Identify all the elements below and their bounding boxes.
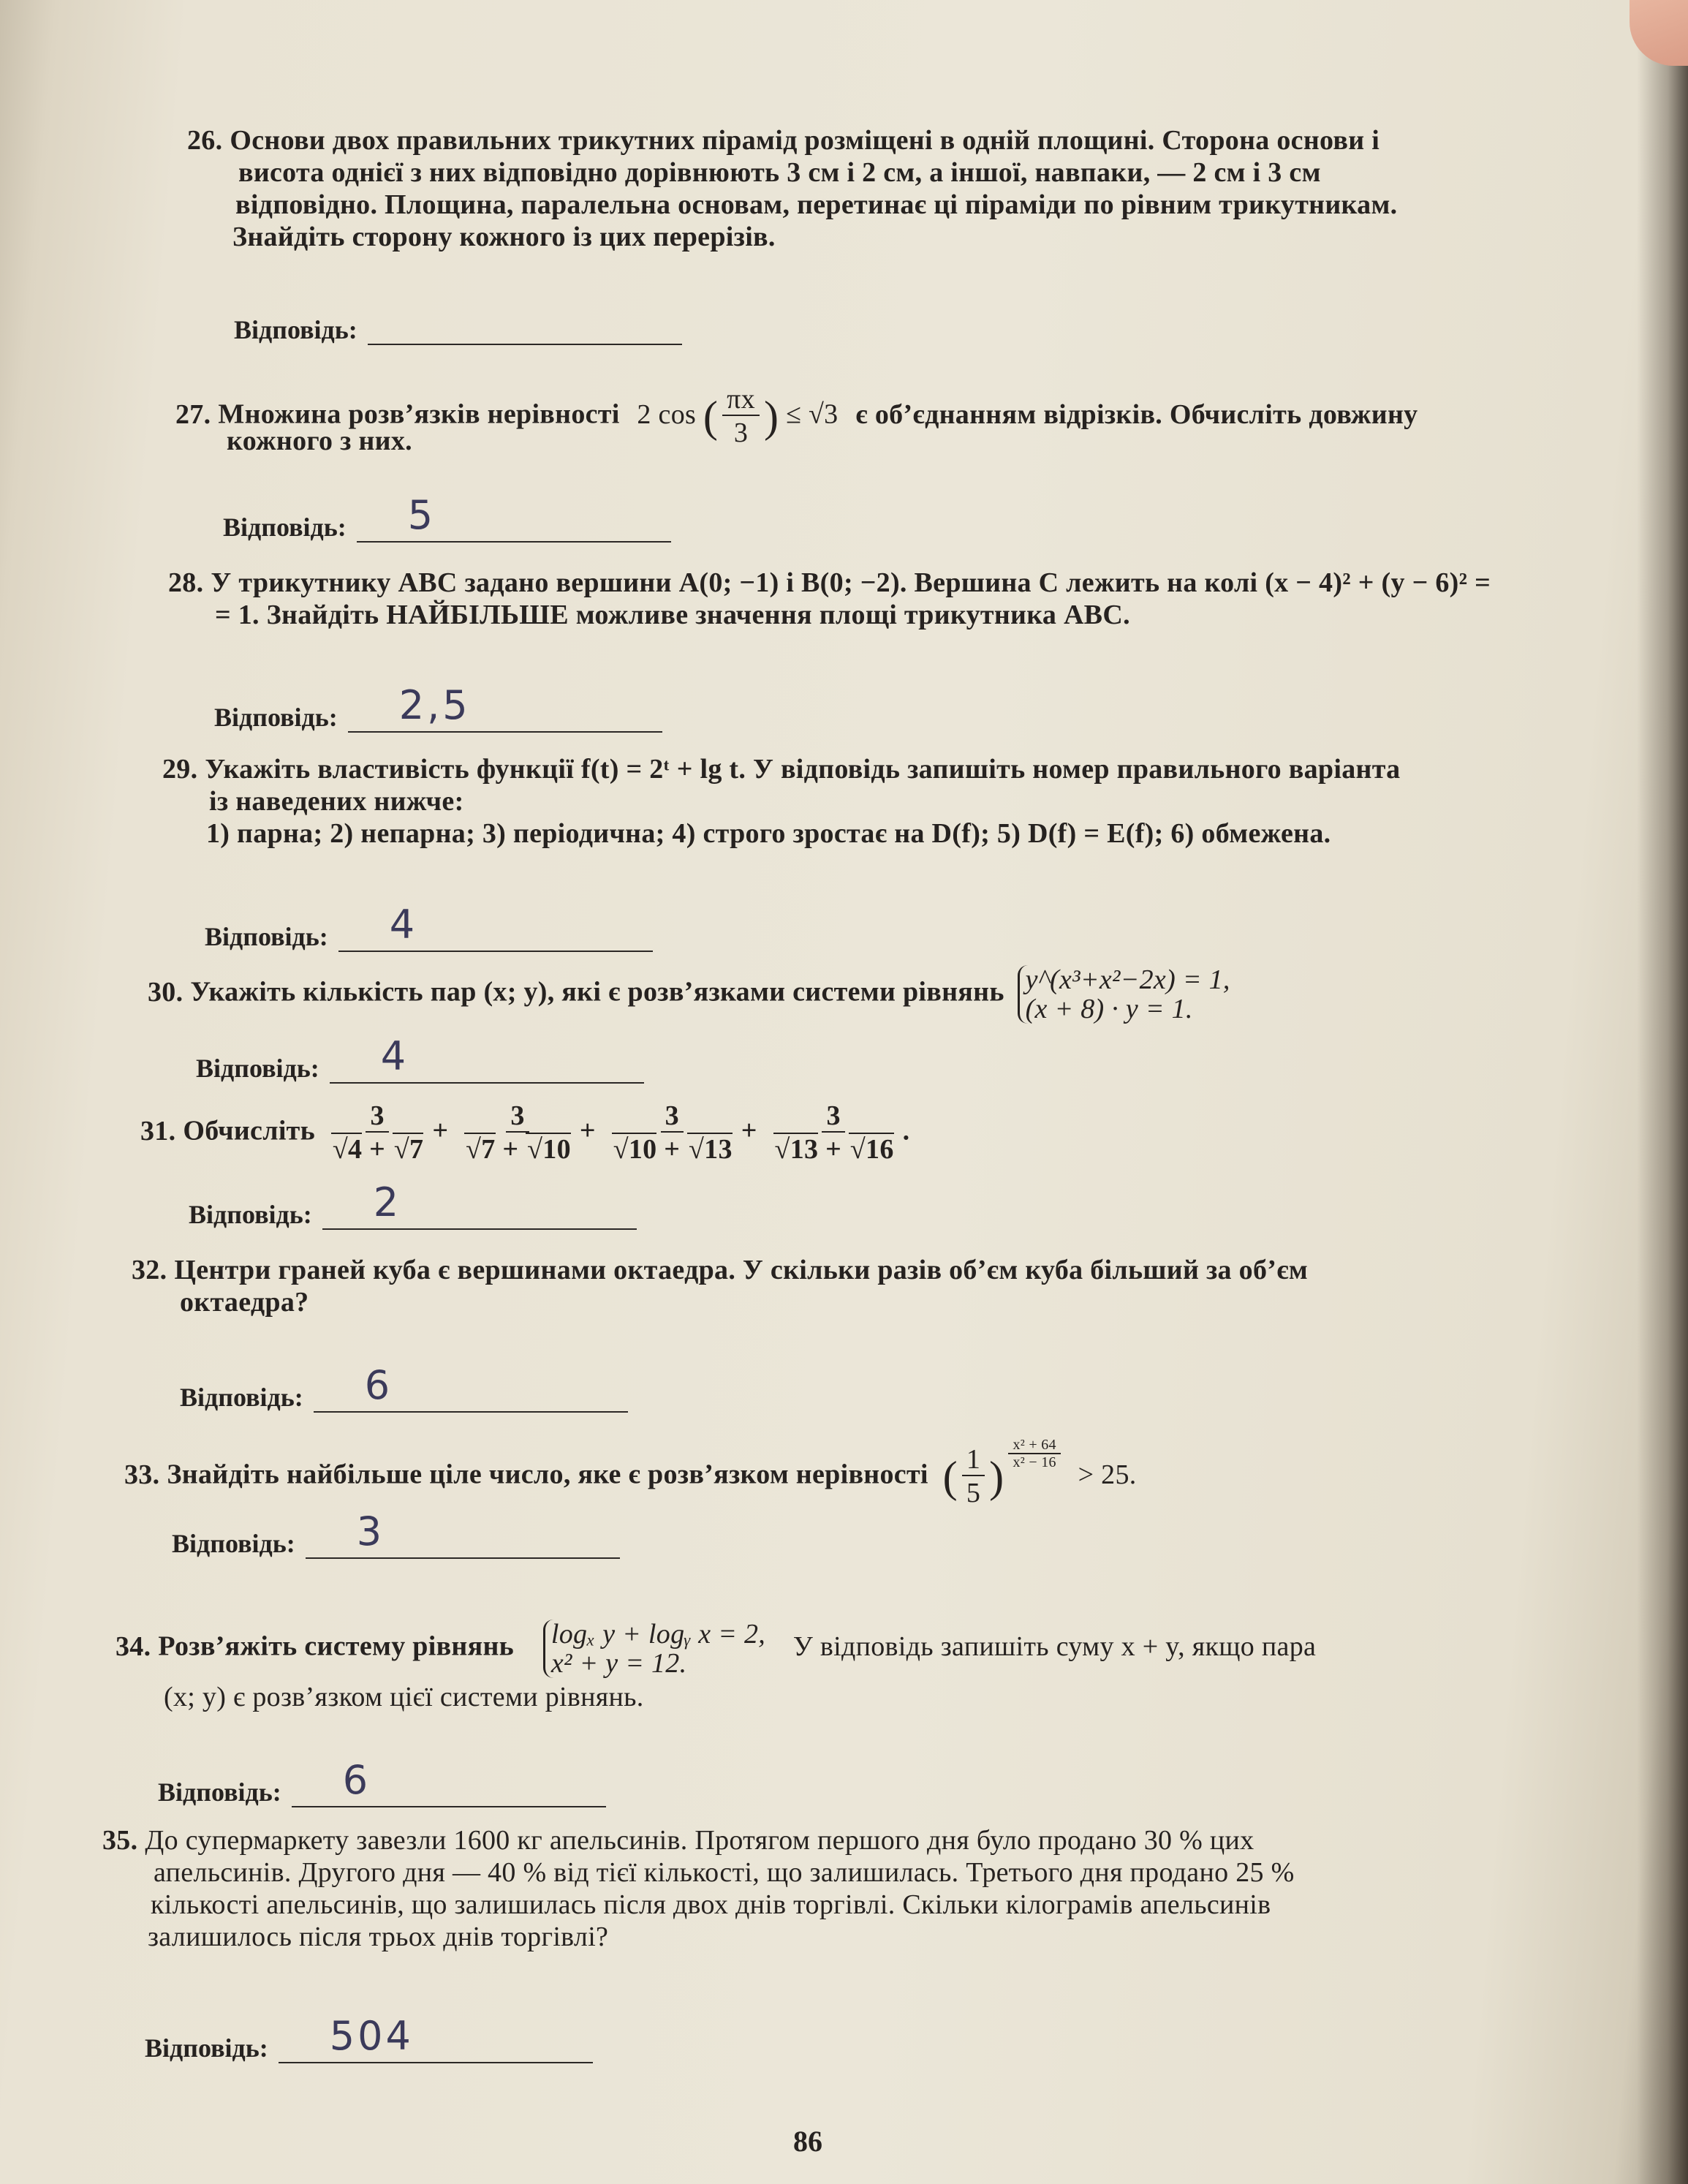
problem-text: Розв’яжіть систему рівнянь xyxy=(158,1631,515,1662)
problem-number: 35. xyxy=(102,1825,138,1856)
math-inequality-tail: ≤ √3 xyxy=(786,398,839,430)
answer-row-33 xyxy=(172,1508,620,1559)
problem-text: Знайдіть найбільше ціле число, яке є розв’язком нерівності xyxy=(167,1459,928,1490)
problem-29 xyxy=(162,753,1639,850)
answer-row-29 xyxy=(205,902,653,952)
answer-label: Відповідь: xyxy=(223,513,347,542)
problem-text: = 1. Знайдіть НАЙБІЛЬШЕ можливе значення площі трикутника ABC. xyxy=(215,600,1130,630)
answer-field[interactable] xyxy=(357,492,671,543)
fraction-3: $\frac{3}{√10 + √13}$ xyxy=(613,1100,733,1165)
problem-text: Множина розв’язків нерівності xyxy=(218,398,620,430)
handwritten-answer: 2 xyxy=(373,1179,402,1225)
problem-text: кількості апельсинів, що залишилась після двох днів торгівлі. Скільки кілограмів апельсинів xyxy=(151,1889,1271,1920)
problem-text: із наведених нижче: xyxy=(209,786,464,817)
system-equation-1: y^(x³+x²−2x) = 1, xyxy=(1025,964,1230,995)
problem-text: Обчисліть xyxy=(183,1115,316,1146)
answer-field[interactable] xyxy=(330,1033,644,1084)
problem-number: 26. xyxy=(187,125,223,156)
problem-text: кожного з них. xyxy=(227,426,412,456)
base-fraction: $\frac{1}{5}$ xyxy=(962,1444,985,1510)
problem-27: 27. Множина розв’язків нерівності 2 cos ( $\frac{\pi x}{3}$ ) ≤ √3 є об’єднанням відрізків. Обчисліть довжину кожного з них. xyxy=(175,384,1418,456)
problem-text: октаедра? xyxy=(180,1287,309,1318)
answer-row-35 xyxy=(145,2013,593,2063)
problem-number: 29. xyxy=(162,754,198,785)
answer-field[interactable] xyxy=(314,1362,628,1413)
problem-34 xyxy=(116,1620,1592,1713)
problem-text: залишилось після трьох днів торгівлі? xyxy=(148,1922,609,1952)
page-number: 86 xyxy=(793,2125,822,2158)
answer-field[interactable] xyxy=(279,2013,593,2063)
handwritten-answer: 6 xyxy=(364,1362,393,1408)
problem-number: 32. xyxy=(132,1255,167,1285)
problem-33: 33. Знайдіть найбільше ціле число, яке є розв’язком нерівності ( $\frac{1}{5}$ ) $\frac{\text{x² + 64}}{\text{x² − 16}}$ > 25. xyxy=(124,1437,1137,1508)
handwritten-answer: 2,5 xyxy=(398,682,471,728)
problem-number: 34. xyxy=(116,1631,151,1662)
answer-field[interactable] xyxy=(368,307,682,345)
system-equation-2: (x + 8) · y = 1. xyxy=(1025,994,1193,1024)
fraction-2: $\frac{3}{√7 + √10}$ xyxy=(466,1100,571,1165)
handwritten-answer: 5 xyxy=(407,492,436,538)
problem-number: 27. xyxy=(175,398,211,430)
system-equation-2: x² + y = 12. xyxy=(550,1648,687,1679)
handwritten-answer: 3 xyxy=(356,1508,385,1554)
answer-label: Відповідь: xyxy=(172,1529,295,1558)
handwritten-answer: 6 xyxy=(342,1757,371,1803)
problem-number: 30. xyxy=(148,976,183,1008)
problem-number: 33. xyxy=(124,1459,160,1490)
problem-text: Основи двох правильних трикутних пірамід розміщені в одній площині. Сторона основи і xyxy=(230,125,1380,156)
problem-31: 31. Обчисліть $\frac{3}{√4 + √7}$ + $\frac{3}{√7 + √10}$ + $\frac{3}{√10 + √13}$ + $\frac{3}{√13 + √16}$ . xyxy=(140,1100,910,1165)
answer-label: Відповідь: xyxy=(189,1200,312,1229)
answer-label: Відповідь: xyxy=(205,922,328,951)
answer-label: Відповідь: xyxy=(145,2033,268,2063)
exponent-fraction: $\frac{\text{x² + 64}}{\text{x² − 16}}$ xyxy=(1008,1437,1060,1470)
problem-text: відповідно. Площина, паралельна основам, перетинає ці піраміди по рівним трикутникам. xyxy=(235,189,1398,220)
equation-system xyxy=(1018,965,1230,1024)
math-cos-coefficient: 2 cos xyxy=(637,398,697,430)
problem-30 xyxy=(148,965,1610,1024)
problem-text: У трикутнику ABC задано вершини A(0; −1) і B(0; −2). Вершина C лежить на колі (x − 4)² + (y − 6)² = xyxy=(211,567,1491,598)
answer-label: Відповідь: xyxy=(214,703,338,732)
fraction-1: $\frac{3}{√4 + √7}$ xyxy=(332,1100,424,1165)
problem-text: Знайдіть сторону кожного із цих перерізів. xyxy=(232,222,776,252)
problem-text: апельсинів. Другого дня — 40 % від тієї кількості, що залишилась. Третього дня продано 25 % xyxy=(154,1857,1295,1888)
answer-field[interactable] xyxy=(338,902,653,952)
answer-row-31 xyxy=(189,1179,637,1230)
book-spine-shadow xyxy=(1637,0,1688,2184)
problem-28 xyxy=(168,567,1638,631)
answer-field[interactable] xyxy=(292,1757,606,1807)
problem-number: 28. xyxy=(168,567,204,598)
answer-row-30 xyxy=(196,1033,644,1084)
handwritten-answer: 4 xyxy=(380,1033,409,1079)
answer-label: Відповідь: xyxy=(234,315,357,344)
problem-number: 31. xyxy=(140,1115,176,1146)
problem-text: є об’єднанням відрізків. Обчисліть довжину xyxy=(855,398,1418,430)
answer-field[interactable] xyxy=(322,1179,637,1230)
fraction-4: $\frac{3}{√13 + √16}$ xyxy=(774,1100,894,1165)
problem-text: Центри граней куба є вершинами октаедра. У скільки разів об’єм куба більший за об’єм xyxy=(174,1255,1309,1285)
equation-system xyxy=(543,1620,765,1678)
problem-text: До супермаркету завезли 1600 кг апельсинів. Протягом першого дня було продано 30 % цих xyxy=(145,1825,1254,1856)
problem-text: Укажіть кількість пар (x; y), які є розв’язками системи рівнянь xyxy=(190,976,1004,1008)
answer-field[interactable] xyxy=(306,1508,620,1559)
system-equation-1: logₓ y + logᵧ x = 2, xyxy=(550,1619,766,1650)
problem-text: У відповідь запишіть суму x + y, якщо пара xyxy=(792,1631,1317,1662)
answer-row-32 xyxy=(180,1362,628,1413)
answer-row-27 xyxy=(223,492,671,543)
answer-label: Відповідь: xyxy=(158,1777,281,1807)
problem-text: висота однієї з них відповідно дорівнюють 3 см і 2 см, а іншої, навпаки, — 2 см і 3 см xyxy=(238,157,1321,188)
answer-row-34 xyxy=(158,1757,606,1807)
answer-row-28 xyxy=(214,682,662,733)
answer-label: Відповідь: xyxy=(196,1054,319,1083)
inequality-tail: > 25. xyxy=(1078,1459,1137,1490)
math-fraction: $\frac{\pi x}{3}$ xyxy=(722,384,760,450)
answer-row-26 xyxy=(234,307,682,345)
handwritten-answer: 504 xyxy=(329,2013,414,2059)
problem-text: (x; y) є розв’язком цієї системи рівнянь. xyxy=(164,1682,644,1712)
handwritten-answer: 4 xyxy=(389,902,418,948)
problem-35 xyxy=(102,1824,1579,1953)
problem-32 xyxy=(132,1254,1594,1318)
problem-options: 1) парна; 2) непарна; 3) періодична; 4) строго зростає на D(f); 5) D(f) = E(f); 6) обмежена. xyxy=(206,818,1331,849)
problem-26 xyxy=(187,124,1642,253)
answer-field[interactable] xyxy=(348,682,662,733)
problem-text: Укажіть властивість функції f(t) = 2ᵗ + lg t. У відповідь запишіть номер правильного варіанта xyxy=(205,754,1401,785)
answer-label: Відповідь: xyxy=(180,1383,303,1412)
